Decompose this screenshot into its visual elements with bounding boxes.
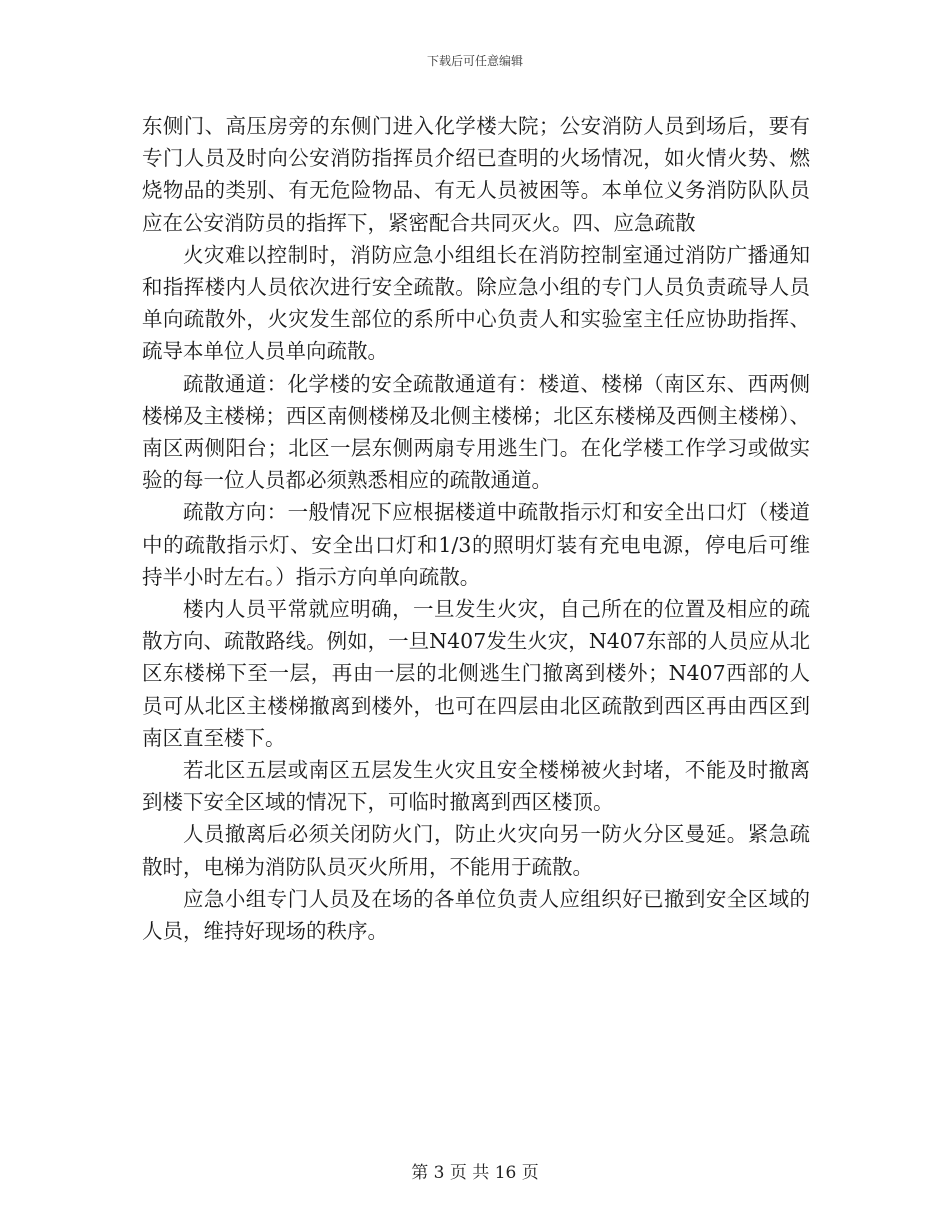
page-header: 下载后可任意编辑 (426, 54, 523, 68)
paragraph-3: 疏散通道：化学楼的安全疏散通道有：楼道、楼梯（南区东、西两侧楼梯及主楼梯；西区南侧楼梯及北侧主楼梯；北区东楼梯及西侧主楼梯）、南区两侧阳台；北区一层东侧两扇专用逃生门。在化学楼工作学习或做实验的每一位人员都必须熟悉相应的疏散通道。 (142, 371, 810, 493)
paragraph-5: 楼内人员平常就应明确，一旦发生火灾，自己所在的位置及相应的疏散方向、疏散路线。例如，一旦N407发生火灾，N407东部的人员应从北区东楼梯下至一层，再由一层的北侧逃生门撤离到楼外；N407西部的人员可从北区主楼梯撤离到楼外，也可在四层由北区疏散到西区再由西区到南区直至楼下。 (142, 597, 810, 750)
page-footer: 第 3 页 共 16 页 (411, 1163, 539, 1183)
paragraph-6: 若北区五层或南区五层发生火灾且安全楼梯被火封堵，不能及时撤离到楼下安全区域的情况下，可临时撤离到西区楼顶。 (142, 758, 810, 815)
paragraph-1: 东侧门、高压房旁的东侧门进入化学楼大院；公安消防人员到场后，要有专门人员及时向公安消防指挥员介绍已查明的火场情况，如火情火势、燃烧物品的类别、有无危险物品、有无人员被困等。本单位义务消防队队员应在公安消防员的指挥下，紧密配合共同灭火。四、应急疏散 (142, 114, 810, 235)
document-body (142, 110, 810, 947)
paragraph-4: 疏散方向：一般情况下应根据楼道中疏散指示灯和安全出口灯（楼道中的疏散指示灯、安全出口灯和1/3的照明灯装有充电电源，停电后可维持半小时左右。）指示方向单向疏散。 (142, 500, 810, 589)
paragraph-2: 火灾难以控制时，消防应急小组组长在消防控制室通过消防广播通知和指挥楼内人员依次进行安全疏散。除应急小组的专门人员负责疏导人员单向疏散外，火灾发生部位的系所中心负责人和实验室主任应协助指挥、疏导本单位人员单向疏散。 (142, 242, 810, 364)
paragraph-7: 人员撤离后必须关闭防火门，防止火灾向另一防火分区曼延。紧急疏散时，电梯为消防队员灭火所用，不能用于疏散。 (142, 822, 810, 879)
paragraph-8: 应急小组专门人员及在场的各单位负责人应组织好已撤到安全区域的人员，维持好现场的秩序。 (142, 886, 810, 944)
